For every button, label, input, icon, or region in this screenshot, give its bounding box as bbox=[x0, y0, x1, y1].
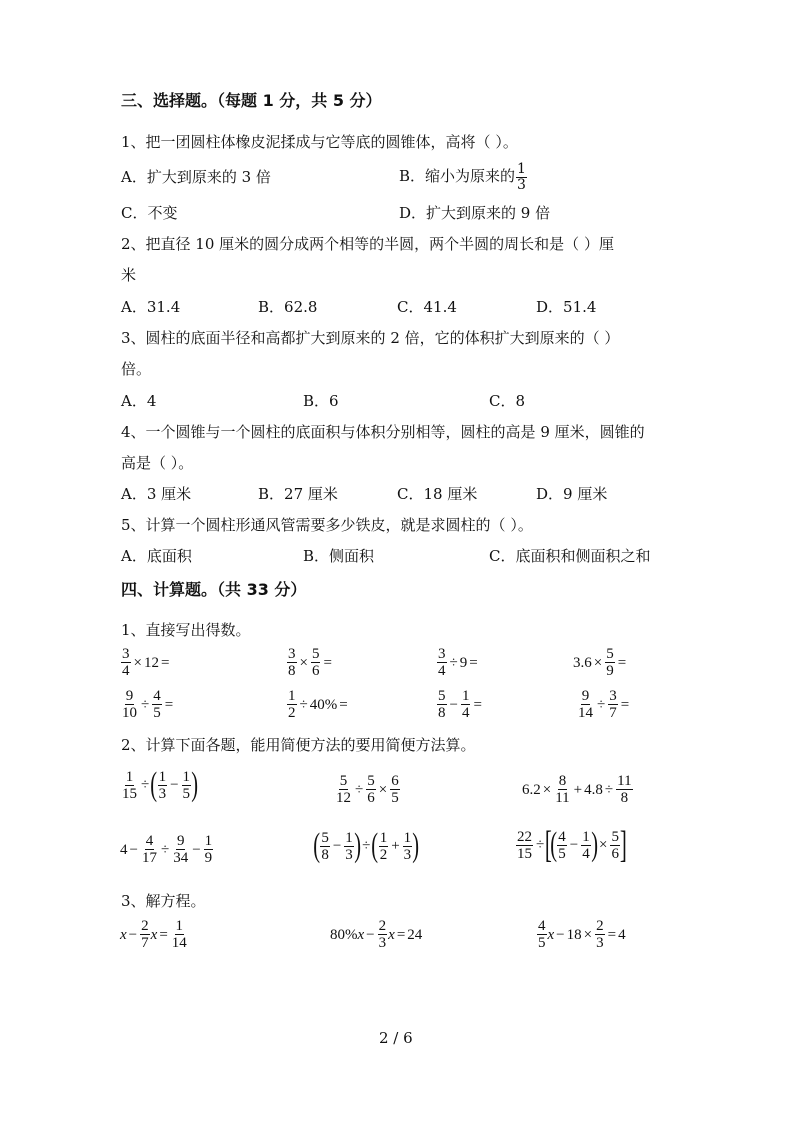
calc-expression-5: ( $\frac{5}{8}$ − $\frac{1}{3}$ ) ÷ ( $\frac{1}{2}$ + $\frac{1}{3}$ ) bbox=[313, 827, 420, 864]
section-4-title: 四、计算题。（共 33 分） bbox=[121, 580, 307, 599]
fraction: $\frac{2}{3}$ bbox=[596, 918, 604, 951]
direct-calc-2: $\frac{3}{8}$ × $\frac{5}{6}$ = bbox=[288, 646, 332, 679]
fraction: $\frac{3}{8}$ bbox=[288, 646, 296, 679]
calc-expression-4: 4 − $\frac{4}{17}$ ÷ $\frac{9}{34}$ − $\frac{1}{9}$ bbox=[120, 833, 213, 866]
fraction: $\frac{2}{7}$ bbox=[141, 918, 149, 951]
fraction: $\frac{3}{7}$ bbox=[609, 688, 617, 721]
q2-stem-line2: 米 bbox=[121, 266, 137, 284]
q4-stem-line2: 高是（ ）。 bbox=[121, 454, 194, 472]
section-3-title: 三、选择题。（每题 1 分，共 5 分） bbox=[121, 91, 382, 110]
q3-option-a: A．4 bbox=[121, 392, 157, 410]
direct-calc-6: $\frac{1}{2}$ ÷ 40% = bbox=[288, 688, 348, 721]
fraction: $\frac{1}{15}$ bbox=[122, 768, 137, 802]
q1-option-c: C．不变 bbox=[121, 204, 178, 222]
q4-option-d: D．9 厘米 bbox=[536, 485, 608, 503]
direct-calc-3: $\frac{3}{4}$ ÷ 9 = bbox=[438, 646, 478, 679]
q3-option-c: C．8 bbox=[489, 392, 526, 410]
q4-option-b: B．27 厘米 bbox=[258, 485, 338, 503]
q4-stem-line1: 4、一个圆锥与一个圆柱的底面积与体积分别相等，圆柱的高是 9 厘米，圆锥的 bbox=[121, 423, 645, 441]
direct-calc-5: $\frac{9}{10}$ ÷ $\frac{4}{5}$ = bbox=[122, 688, 174, 721]
fraction: $\frac{11}{8}$ bbox=[617, 773, 632, 806]
direct-calc-8: $\frac{9}{14}$ ÷ $\frac{3}{7}$ = bbox=[578, 688, 630, 721]
page-number: 2 / 6 bbox=[379, 1029, 413, 1047]
q1-option-d: D．扩大到原来的 9 倍 bbox=[399, 204, 551, 222]
equation-2: 80% x − $\frac{2}{3}$ x = 24 bbox=[330, 918, 423, 951]
q1-option-b-fraction: $\frac{1}{3}$ bbox=[517, 160, 526, 193]
q2-stem-line1: 2、把直径 10 厘米的圆分成两个相等的半圆，两个半圆的周长和是（ ）厘 bbox=[121, 235, 614, 253]
fraction: $\frac{5}{12}$ bbox=[336, 773, 351, 806]
fraction: $\frac{1}{3}$ bbox=[403, 829, 412, 863]
fraction: $\frac{5}{6}$ bbox=[611, 828, 619, 862]
fraction: $\frac{1}{4}$ bbox=[461, 688, 470, 721]
q1-option-a: A．扩大到原来的 3 倍 bbox=[121, 168, 271, 186]
fraction: $\frac{5}{6}$ bbox=[367, 773, 375, 806]
fraction: $\frac{9}{34}$ bbox=[173, 833, 189, 866]
fraction: $\frac{22}{15}$ bbox=[517, 828, 532, 862]
calc-expression-2: $\frac{5}{12}$ ÷ $\frac{5}{6}$ × $\frac{6}{5}$ bbox=[336, 773, 399, 806]
q5-option-a: A．底面积 bbox=[121, 547, 192, 565]
part2-title: 2、计算下面各题，能用简便方法的要用简便方法算。 bbox=[121, 736, 476, 754]
calc-expression-3: 6.2 × $\frac{8}{11}$ + 4.8 ÷ $\frac{11}{8}$ bbox=[522, 773, 632, 806]
fraction: $\frac{5}{6}$ bbox=[311, 646, 320, 679]
q2-option-d: D．51.4 bbox=[536, 298, 597, 316]
fraction: $\frac{4}{17}$ bbox=[141, 833, 157, 866]
q5-option-c: C．底面积和侧面积之和 bbox=[489, 547, 651, 565]
q4-option-a: A．3 厘米 bbox=[121, 485, 192, 503]
fraction: $\frac{9}{14}$ bbox=[578, 688, 593, 721]
fraction: $\frac{3}{4}$ bbox=[438, 646, 446, 679]
q5-option-b: B．侧面积 bbox=[303, 547, 375, 565]
q4-option-c: C．18 厘米 bbox=[397, 485, 478, 503]
equation-3: $\frac{4}{5}$ x − 18 × $\frac{2}{3}$ = 4 bbox=[538, 918, 626, 951]
fraction: $\frac{1}{2}$ bbox=[288, 688, 296, 721]
fraction: $\frac{2}{3}$ bbox=[378, 918, 387, 951]
fraction: $\frac{5}{8}$ bbox=[321, 829, 329, 863]
q3-stem-line2: 倍。 bbox=[121, 360, 152, 378]
calc-expression-1: $\frac{1}{15}$ ÷ ( $\frac{1}{3}$ − $\frac{1}{5}$ ) bbox=[122, 766, 199, 803]
direct-calc-7: $\frac{5}{8}$ − $\frac{1}{4}$ = bbox=[438, 688, 482, 721]
part1-title: 1、直接写出得数。 bbox=[121, 621, 251, 639]
fraction: $\frac{5}{8}$ bbox=[438, 688, 446, 721]
fraction: $\frac{4}{5}$ bbox=[538, 918, 546, 951]
fraction: $\frac{1}{9}$ bbox=[204, 833, 213, 866]
fraction: $\frac{1}{2}$ bbox=[379, 829, 388, 863]
direct-calc-4: 3.6 × $\frac{5}{9}$ = bbox=[573, 646, 627, 679]
fraction: $\frac{8}{11}$ bbox=[555, 773, 570, 806]
fraction: $\frac{1}{4}$ bbox=[582, 828, 590, 862]
fraction: $\frac{9}{10}$ bbox=[122, 688, 137, 721]
q1-option-b bbox=[399, 156, 528, 196]
fraction: $\frac{1}{14}$ bbox=[171, 918, 187, 951]
equation-1: x − $\frac{2}{7}$ x = $\frac{1}{14}$ bbox=[120, 918, 187, 951]
q2-option-a: A．31.4 bbox=[121, 298, 181, 316]
fraction: $\frac{4}{5}$ bbox=[153, 688, 161, 721]
q5-stem: 5、计算一个圆柱形通风管需要多少铁皮，就是求圆柱的（ ）。 bbox=[121, 516, 533, 534]
fraction: $\frac{4}{5}$ bbox=[558, 828, 566, 862]
fraction: $\frac{6}{5}$ bbox=[391, 773, 399, 806]
direct-calc-1: $\frac{3}{4}$ × 12 = bbox=[122, 646, 170, 679]
fraction: $\frac{3}{4}$ bbox=[122, 646, 130, 679]
q3-option-b: B．6 bbox=[303, 392, 339, 410]
q1-option-b-text: B．缩小为原来的 bbox=[399, 167, 516, 185]
fraction: $\frac{1}{3}$ bbox=[345, 829, 353, 863]
calc-expression-6: $\frac{22}{15}$ ÷ [ ( $\frac{4}{5}$ − $\frac{1}{4}$ ) × $\frac{5}{6}$ ] bbox=[517, 824, 627, 866]
fraction: $\frac{5}{9}$ bbox=[606, 646, 614, 679]
q3-stem-line1: 3、圆柱的底面半径和高都扩大到原来的 2 倍，它的体积扩大到原来的（ ） bbox=[121, 329, 620, 347]
part3-title: 3、解方程。 bbox=[121, 892, 206, 910]
q2-option-b: B．62.8 bbox=[258, 298, 318, 316]
q1-stem: 1、把一团圆柱体橡皮泥揉成与它等底的圆锥体，高将（ ）。 bbox=[121, 133, 518, 151]
fraction: $\frac{1}{3}$ bbox=[158, 768, 167, 802]
fraction: $\frac{1}{5}$ bbox=[182, 768, 191, 802]
q2-option-c: C．41.4 bbox=[397, 298, 457, 316]
